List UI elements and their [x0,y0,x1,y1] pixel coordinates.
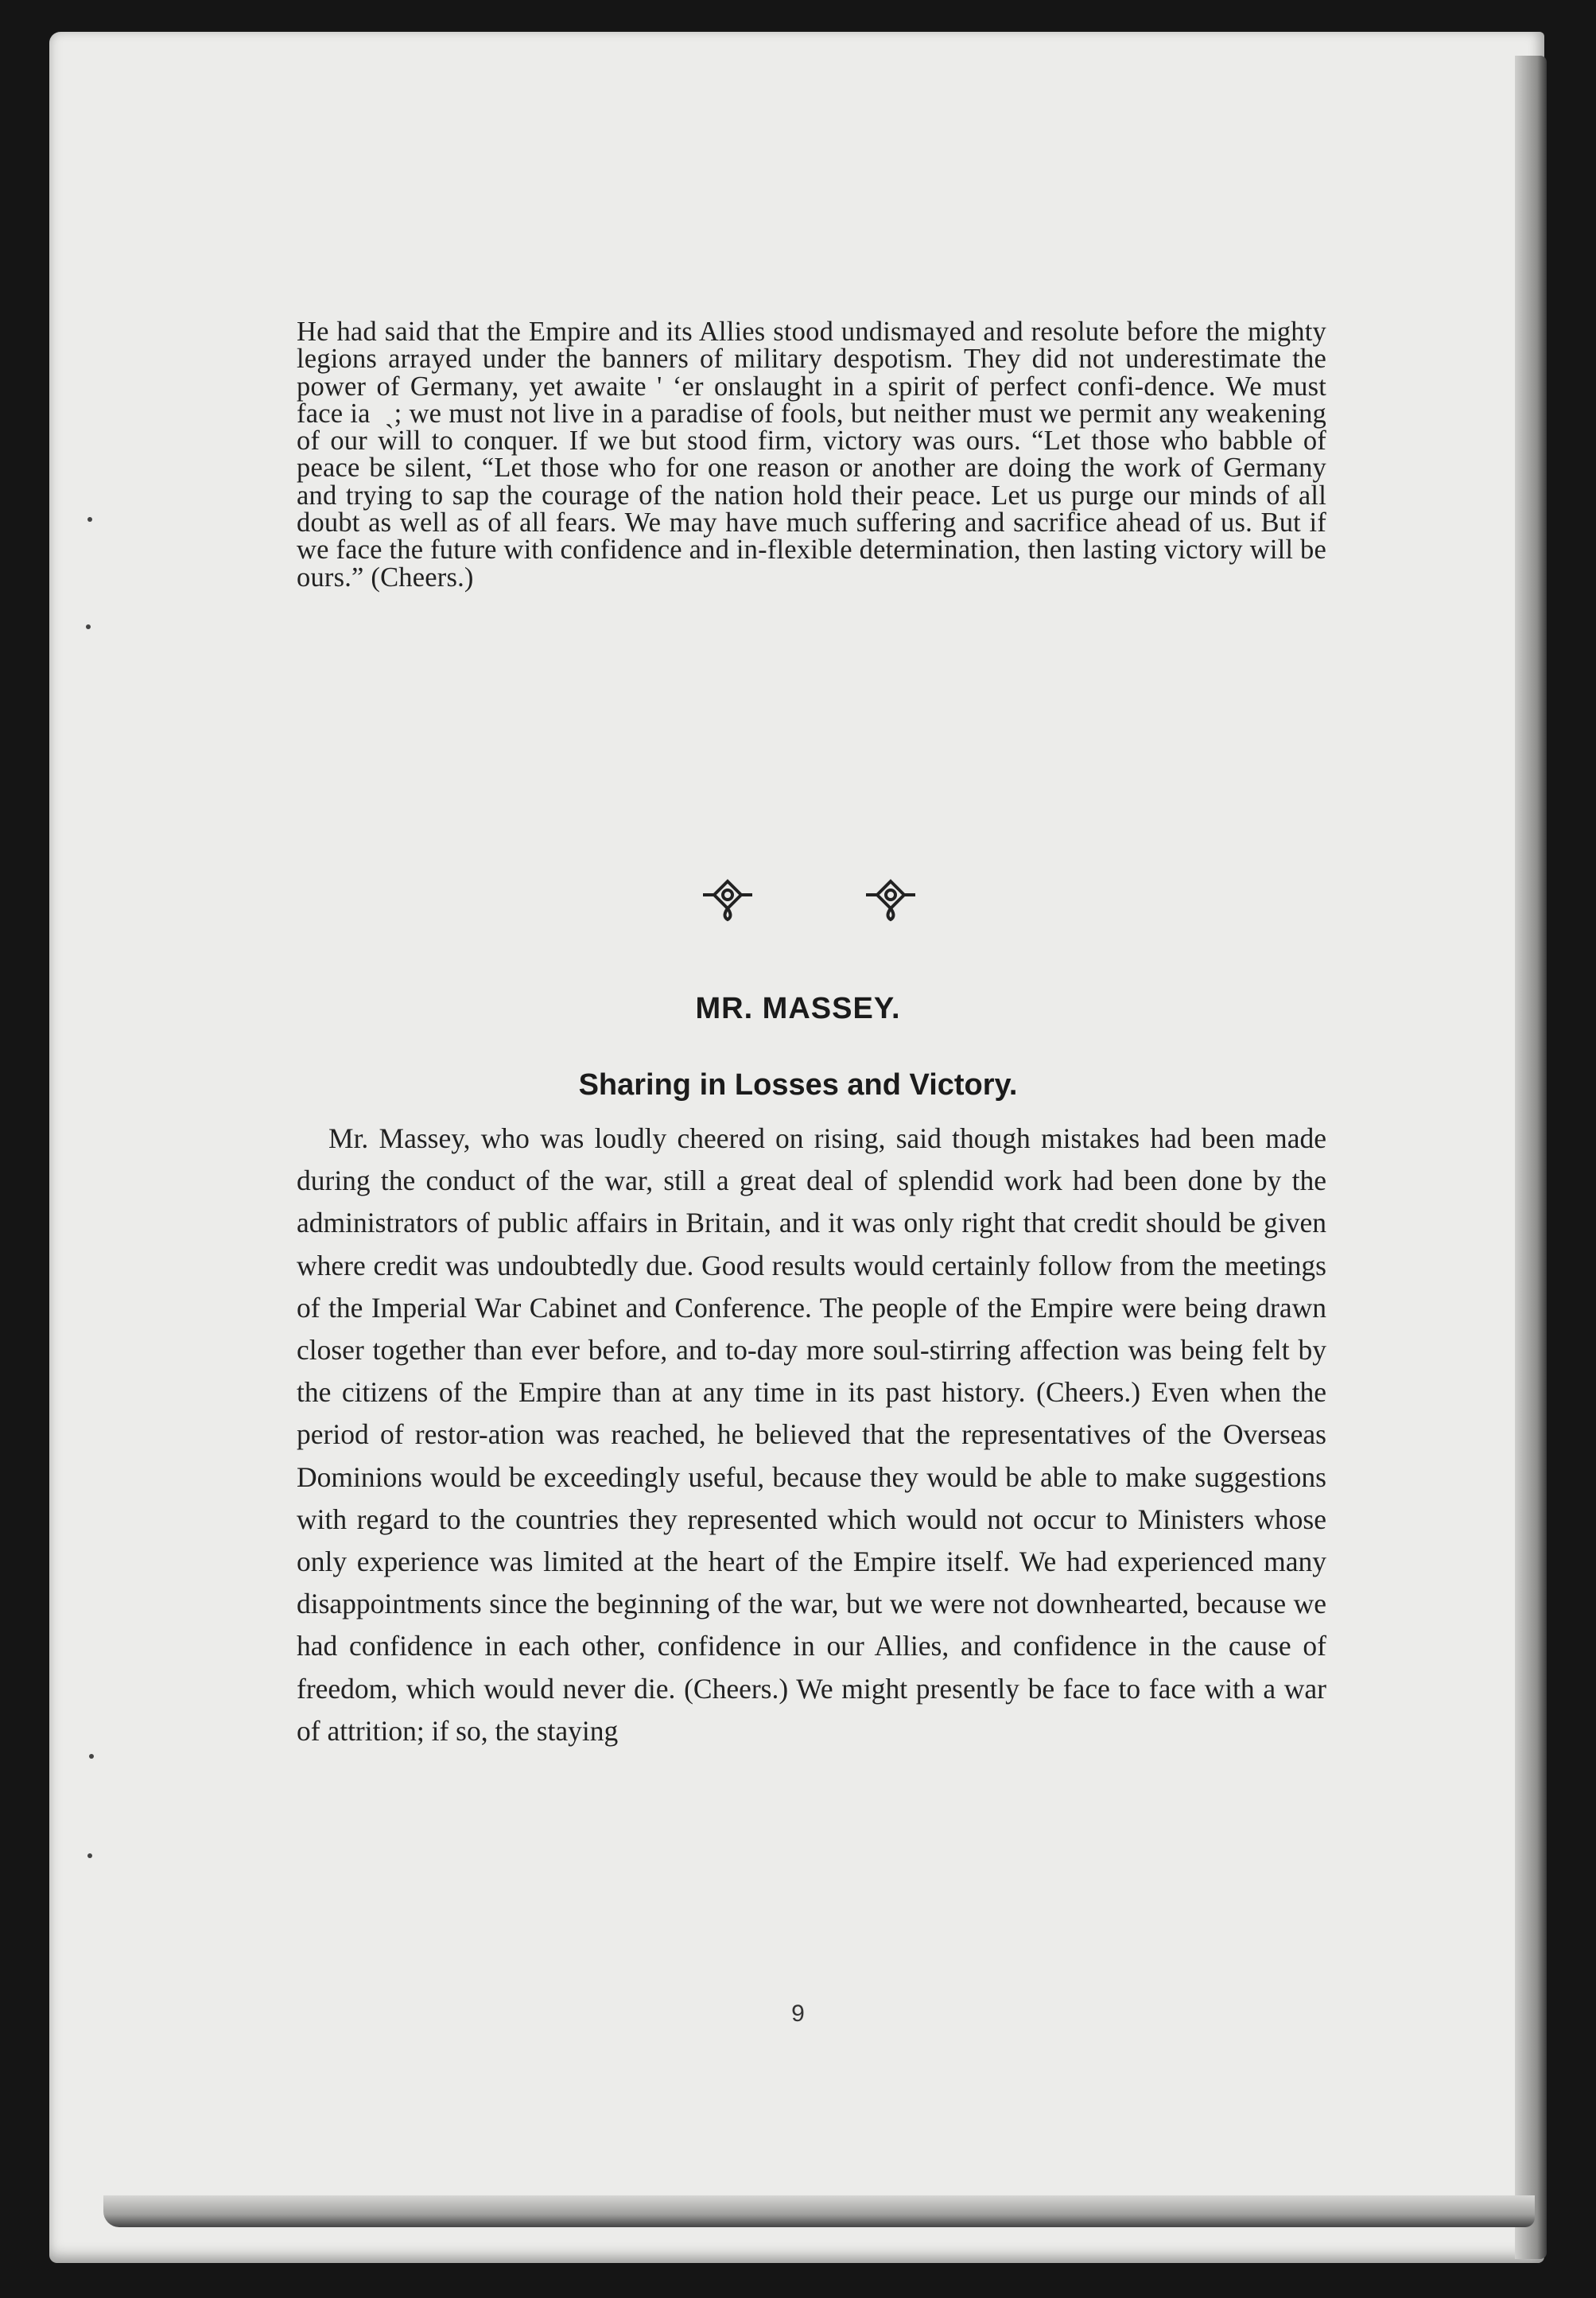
margin-mark [89,1754,94,1759]
margin-mark [86,624,91,629]
page-edge-bottom [103,2195,1535,2227]
margin-mark [87,517,92,522]
section-heading: MR. MASSEY. [695,992,901,1025]
page-edge-right [1515,56,1547,2259]
page-number: 9 [791,2001,805,2027]
body-paragraph-2: Mr. Massey, who was loudly cheered on rising, said though mistakes had been made during the conduct of the war, still a great deal of splendid work had been done by the administrators of public affairs in Britain, and it was only right that credit should be given where credit was undoubtedly due. Good results would certainly follow from the meetings of the Imperial War Cabinet and Conference. The people of the Empire were being drawn closer together than ever before, and to-day more soul-stirring affection was being felt by the citizens of the Empire than at any time in its past history. (Cheers.) Even when the period of restor-ation was reached, he believed that the representatives of the Overseas Dominions would be exceedingly useful, because they would be able to make suggestions with regard to the countries they represented which would not occur to Ministers whose only experience was limited at the heart of the Empire itself. We had experienced many disappointments since the beginning of the war, but we were not downhearted, because we had confidence in each other, confidence in our Allies, and confidence in the cause of freedom, which would never die. (Cheers.) We might presently be face to face with a war of attrition; if so, the staying [297,1122,1326,1747]
section-divider [0,875,1596,923]
body-paragraph-1: He had said that the Empire and its Allies stood undismayed and resolute before the mighty legions arrayed under the banners of military despotism. They did not underestimate the power of Germany, yet awaite ' ‘er onslaught in a spirit of perfect confi-dence. We must face ia ˏ; we must not live in a paradise of fools, but neither must we permit any weakening of our will to conquer. If we but stood firm, victory was ours. “Let those who babble of peace be silent, “Let those who for one reason or another are doing the work of Germany and trying to sap the courage of the nation hold their peace. Let us purge our minds of all doubt as well as of all fears. We may have much suffering and sacrifice ahead of us. But if we face the future with confidence and in-flexible determination, then lasting victory will be ours.” (Cheers.) [297,317,1326,593]
floral-diamond-ornament-icon [863,875,918,923]
margin-mark [87,1853,92,1858]
section-subheading: Sharing in Losses and Victory. [578,1068,1018,1102]
floral-diamond-ornament-icon [700,875,755,923]
